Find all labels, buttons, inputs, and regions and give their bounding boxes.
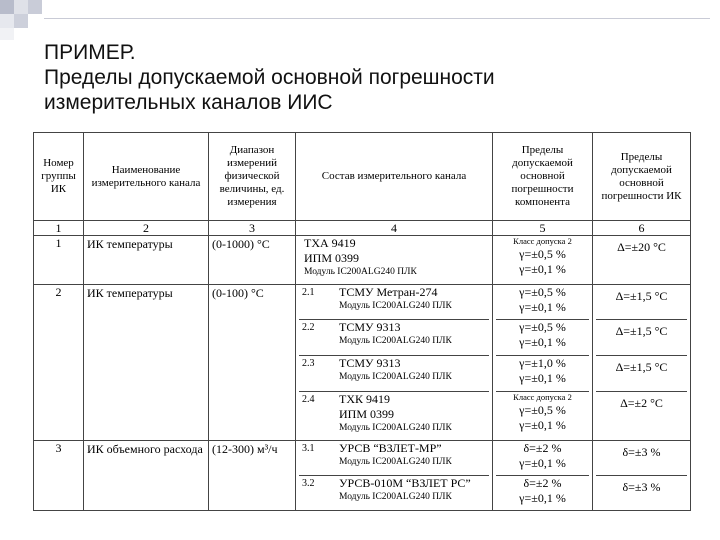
measurement-range: (12-300) м³/ч <box>209 441 296 511</box>
component-line: Модуль IC200ALG240 ПЛК <box>304 267 417 277</box>
channel-composition <box>299 392 489 440</box>
column-number: 4 <box>296 221 493 236</box>
component-line: ИПМ 0399 <box>304 251 360 265</box>
deco-square <box>28 0 42 14</box>
component-line: ТХК 9419 <box>339 392 390 406</box>
composition-cell <box>296 285 493 441</box>
table-row <box>34 285 691 441</box>
title-line: Пределы допускаемой основной погрешности <box>44 66 495 89</box>
column-number-row <box>34 221 691 236</box>
total-error: Δ=±1,5 °С <box>615 324 668 338</box>
total-error: Δ=±2 °С <box>620 396 663 410</box>
total-error: δ=±3 % <box>622 445 661 459</box>
component-errors <box>496 320 589 356</box>
channel-error-cell <box>593 441 691 511</box>
subchannel-number: 3.2 <box>302 478 315 489</box>
error-line: δ=±2 % <box>523 441 562 455</box>
subchannel-number: 3.1 <box>302 443 315 454</box>
column-number: 5 <box>493 221 593 236</box>
error-line: γ=±0,5 % <box>519 320 566 334</box>
error-line: δ=±2 % <box>523 476 562 490</box>
channel-name: ИК температуры <box>84 236 209 285</box>
slide-title <box>44 40 495 115</box>
error-line: γ=±0,5 % <box>519 247 566 261</box>
composition-cell <box>296 236 493 285</box>
component-errors <box>496 392 589 440</box>
component-line: ТСМУ 9313 <box>339 320 401 334</box>
measurement-range: (0-1000) °С <box>209 236 296 285</box>
component-errors <box>496 285 589 320</box>
component-line: ИПМ 0399 <box>339 407 395 421</box>
channel-error-cell <box>593 285 691 441</box>
total-error: Δ=±1,5 °С <box>615 360 668 374</box>
deco-square <box>0 14 14 28</box>
error-line: Класс допуска 2 <box>513 236 572 246</box>
channel-composition <box>299 236 489 284</box>
header-channel-name: Наименование измерительного канала <box>84 133 209 221</box>
header-component-error: Пределы допускаемой основной погрешности компонента <box>493 133 593 221</box>
subchannel-number: 2.4 <box>302 394 315 405</box>
channel-error <box>596 441 687 476</box>
header-channel-composition: Состав измерительного канала <box>296 133 493 221</box>
component-line: УРСВ “ВЗЛЕТ-МР” <box>339 441 442 455</box>
channel-name: ИК объемного расхода <box>84 441 209 511</box>
channel-error <box>596 285 687 320</box>
component-errors <box>496 356 589 392</box>
component-line: Модуль IC200ALG240 ПЛК <box>339 492 452 502</box>
component-line: Модуль IC200ALG240 ПЛК <box>339 457 452 467</box>
table-header-row <box>34 133 691 221</box>
component-line: Модуль IC200ALG240 ПЛК <box>339 336 452 346</box>
deco-square <box>0 28 14 40</box>
channel-composition <box>299 285 489 320</box>
component-errors <box>496 236 589 284</box>
channel-error <box>596 236 687 284</box>
error-line: γ=±0,5 % <box>519 403 566 417</box>
channel-error <box>596 392 687 440</box>
header-channel-error: Пределы допускаемой основной погрешности ИК <box>593 133 691 221</box>
error-limits-table <box>33 132 691 511</box>
corner-squares-decoration <box>0 0 720 40</box>
column-number: 1 <box>34 221 84 236</box>
error-line: γ=±0,1 % <box>519 335 566 349</box>
column-number: 2 <box>84 221 209 236</box>
channel-composition <box>299 356 489 392</box>
component-error-cell <box>493 236 593 285</box>
error-line: γ=±1,0 % <box>519 356 566 370</box>
subchannel-number: 2.1 <box>302 287 315 298</box>
group-number: 3 <box>34 441 84 511</box>
component-error-cell <box>493 441 593 511</box>
deco-square <box>14 14 28 28</box>
table-row <box>34 441 691 511</box>
channel-error <box>596 476 687 510</box>
channel-error <box>596 356 687 392</box>
channel-name: ИК температуры <box>84 285 209 441</box>
error-line: γ=±0,1 % <box>519 491 566 505</box>
error-line: γ=±0,1 % <box>519 371 566 385</box>
error-line: γ=±0,5 % <box>519 285 566 299</box>
channel-composition <box>299 441 489 476</box>
header-group-number: Номер группы ИК <box>34 133 84 221</box>
table-row <box>34 236 691 285</box>
total-error: Δ=±1,5 °С <box>615 289 668 303</box>
composition-cell <box>296 441 493 511</box>
channel-composition <box>299 476 489 510</box>
subchannel-number: 2.3 <box>302 358 315 369</box>
title-line: ПРИМЕР. <box>44 41 136 64</box>
component-line: УРСВ-010М “ВЗЛЕТ РС” <box>339 476 471 490</box>
total-error: δ=±3 % <box>622 480 661 494</box>
component-line: Модуль IC200ALG240 ПЛК <box>339 301 452 311</box>
subchannel-number: 2.2 <box>302 322 315 333</box>
deco-square <box>14 0 28 14</box>
component-errors <box>496 476 589 510</box>
channel-error-cell <box>593 236 691 285</box>
column-number: 3 <box>209 221 296 236</box>
total-error: Δ=±20 °С <box>617 240 666 254</box>
title-line: измерительных каналов ИИС <box>44 91 333 114</box>
component-error-cell <box>493 285 593 441</box>
component-line: ТСМУ 9313 <box>339 356 401 370</box>
error-line: γ=±0,1 % <box>519 456 566 470</box>
column-number: 6 <box>593 221 691 236</box>
component-line: Модуль IC200ALG240 ПЛК <box>339 372 452 382</box>
component-line: ТСМУ Метран-274 <box>339 285 438 299</box>
error-line: γ=±0,1 % <box>519 418 566 432</box>
error-line: γ=±0,1 % <box>519 300 566 314</box>
group-number: 1 <box>34 236 84 285</box>
channel-composition <box>299 320 489 356</box>
deco-square <box>0 0 14 14</box>
channel-error <box>596 320 687 356</box>
measurement-range: (0-100) °С <box>209 285 296 441</box>
group-number: 2 <box>34 285 84 441</box>
header-measurement-range: Диапазон измерений физической величины, ед. измерения <box>209 133 296 221</box>
component-errors <box>496 441 589 476</box>
error-line: γ=±0,1 % <box>519 262 566 276</box>
header-rule <box>44 18 710 19</box>
error-line: Класс допуска 2 <box>513 392 572 402</box>
component-line: ТХА 9419 <box>304 236 356 250</box>
component-line: Модуль IC200ALG240 ПЛК <box>339 423 452 433</box>
